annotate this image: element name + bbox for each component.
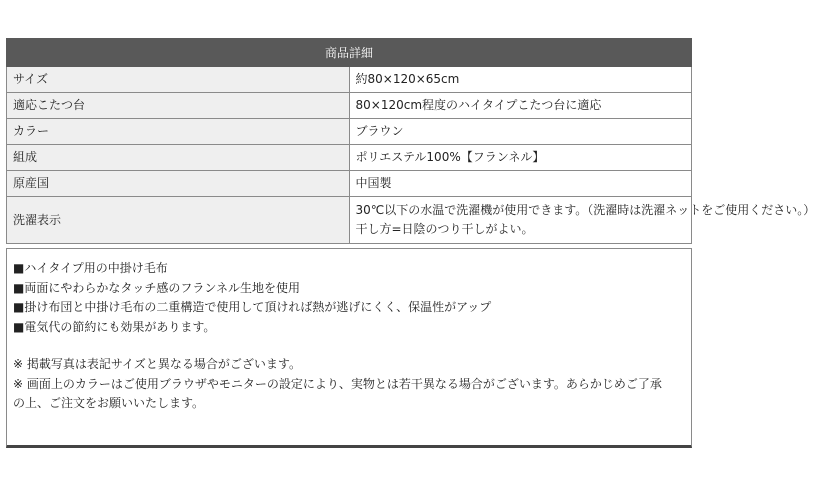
note-item: ※ 画面上のカラーはご使用ブラウザやモニターの設定により、実物とは若干異なる場合がございます。あらかじめご了承 — [13, 376, 662, 391]
spec-table — [6, 38, 815, 244]
row-label-size: サイズ — [7, 67, 350, 93]
washing-line: 30℃以下の水温で洗濯機が使用できます。（洗濯時は洗濯ネットをご使用ください。） — [355, 203, 815, 217]
row-label-washing: 洗濯表示 — [7, 197, 350, 244]
row-value-kotatsu: 80×120cm程度のハイタイプこたつ台に適応 — [349, 93, 692, 119]
table-title: 商品詳細 — [7, 39, 692, 67]
feature-item: ■両面にやわらかなタッチ感のフランネル生地を使用 — [13, 280, 300, 295]
row-label-material: 組成 — [7, 145, 350, 171]
row-value-washing — [349, 197, 815, 244]
table-row — [7, 67, 692, 93]
feature-item: ■電気代の節約にも効果があります。 — [13, 319, 216, 334]
table-row — [7, 119, 692, 145]
note-item: ※ 掲載写真は表記サイズと異なる場合がございます。 — [13, 357, 301, 371]
table-row — [7, 93, 692, 119]
washing-line: 干し方=日陰のつり干しがよい。 — [355, 222, 534, 236]
row-value-material: ポリエステル100%【フランネル】 — [349, 145, 692, 171]
row-label-kotatsu: 適応こたつ台 — [7, 93, 350, 119]
row-value-size: 約80×120×65cm — [349, 67, 692, 93]
table-row — [7, 145, 692, 171]
description-box — [6, 248, 692, 448]
row-value-color: ブラウン — [349, 119, 692, 145]
row-value-origin: 中国製 — [349, 171, 692, 197]
row-label-origin: 原産国 — [7, 171, 350, 197]
table-row — [7, 197, 692, 244]
feature-item: ■ハイタイプ用の中掛け毛布 — [13, 261, 168, 275]
product-details — [6, 38, 815, 448]
table-row — [7, 171, 692, 197]
row-label-color: カラー — [7, 119, 350, 145]
feature-item: ■掛け布団と中掛け毛布の二重構造で使用して頂ければ熱が逃げにくく、保温性がアップ — [13, 300, 492, 314]
note-item: の上、ご注文をお願いいたします。 — [13, 396, 205, 410]
